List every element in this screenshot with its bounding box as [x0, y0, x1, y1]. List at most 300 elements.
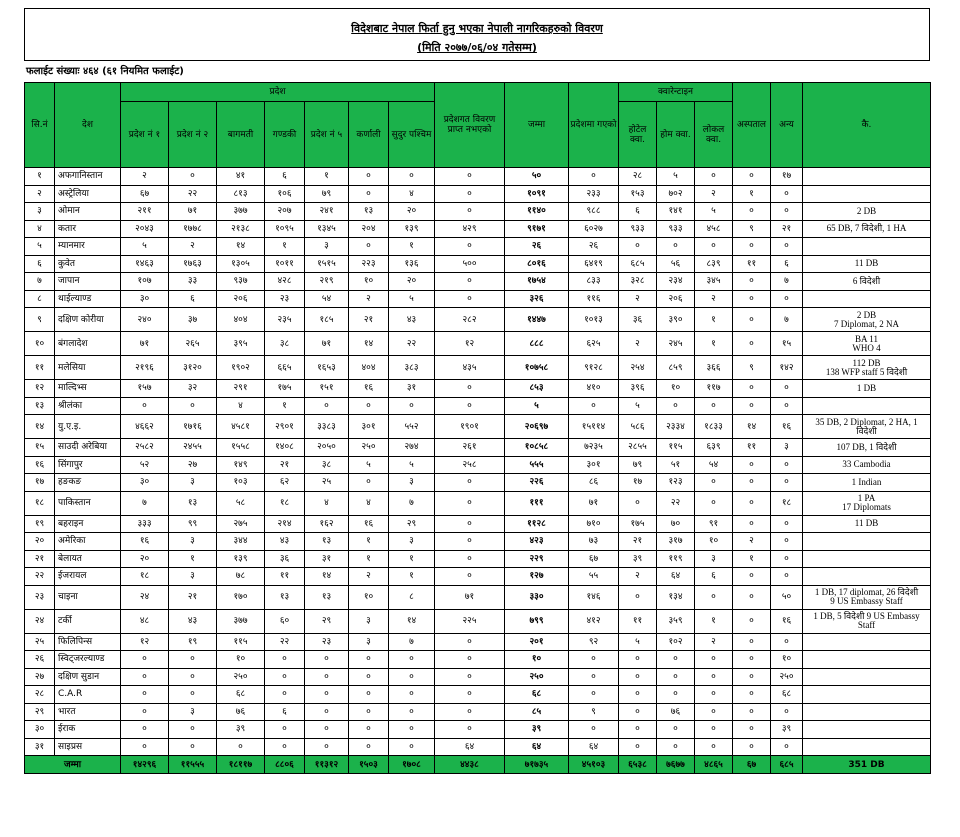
row-total: ५: [505, 397, 569, 415]
row-value: १: [733, 185, 771, 203]
row-value: ६४: [435, 738, 505, 756]
row-value: ०: [389, 703, 435, 721]
page-title: विदेशबाट नेपाल फिर्ता हुनु भएका नेपाली नागरिकहरुको विवरण: [351, 22, 603, 35]
row-remarks: [803, 397, 931, 415]
row-value: ०: [435, 238, 505, 256]
row-value: ४३: [169, 609, 217, 633]
row-value: २६५: [169, 332, 217, 356]
row-value: ०: [349, 397, 389, 415]
table-row: [25, 456, 931, 474]
totals-value: ४८६५: [695, 756, 733, 774]
row-value: २७४: [389, 439, 435, 457]
row-remarks: 107 DB, 1 विदेशी: [803, 439, 931, 457]
row-value: ११७: [695, 380, 733, 398]
header-gandaki: गण्डकी: [265, 102, 305, 168]
row-total: ५५५: [505, 456, 569, 474]
row-value: ०: [733, 168, 771, 186]
totals-value: १५०३: [349, 756, 389, 774]
row-remarks: [803, 290, 931, 308]
row-value: ९८८: [569, 203, 619, 221]
row-value: १२: [435, 332, 505, 356]
row-value: ६: [265, 703, 305, 721]
row-value: १६: [349, 380, 389, 398]
row-value: ९९: [169, 515, 217, 533]
row-value: ०: [695, 397, 733, 415]
row-value: ०: [169, 738, 217, 756]
row-value: ४३: [265, 533, 305, 551]
row-country: साउदी अरेबिया: [55, 439, 121, 457]
row-value: ०: [169, 668, 217, 686]
table-row: [25, 668, 931, 686]
table-row: [25, 550, 931, 568]
row-value: ०: [695, 721, 733, 739]
row-value: २: [619, 568, 657, 586]
row-value: ०: [657, 686, 695, 704]
row-value: २२: [265, 633, 305, 651]
row-value: ०: [733, 668, 771, 686]
row-value: ०: [349, 686, 389, 704]
row-value: ०: [349, 168, 389, 186]
row-value: ४: [305, 491, 349, 515]
row-value: ०: [657, 721, 695, 739]
row-value: १४: [217, 238, 265, 256]
row-value: १४: [349, 332, 389, 356]
row-total: २६: [505, 238, 569, 256]
row-value: ३३८३: [305, 415, 349, 439]
row-value: १४६: [569, 585, 619, 609]
row-value: २२: [657, 491, 695, 515]
row-value: ०: [733, 238, 771, 256]
row-value: ३८: [265, 332, 305, 356]
row-value: ०: [695, 738, 733, 756]
row-value: ४३: [389, 308, 435, 332]
header-sudur: सुदुर पश्चिम: [389, 102, 435, 168]
row-value: ९१: [695, 515, 733, 533]
row-value: ४१०: [569, 380, 619, 398]
row-remarks: 1 DB, 5 विदेशी 9 US Embassy Staff: [803, 609, 931, 633]
row-value: ११५: [657, 439, 695, 457]
row-value: ११५: [217, 633, 265, 651]
row-total: ४२३: [505, 533, 569, 551]
row-value: ८५९: [657, 356, 695, 380]
row-sn: २३: [25, 585, 55, 609]
row-value: ३: [169, 703, 217, 721]
row-value: ३४४: [217, 533, 265, 551]
row-value: ४: [349, 491, 389, 515]
totals-value: १४२९६: [121, 756, 169, 774]
row-value: ७८: [217, 568, 265, 586]
totals-value: ४५१०३: [569, 756, 619, 774]
row-value: ०: [349, 651, 389, 669]
row-value: २५०: [217, 668, 265, 686]
row-country: साइप्रस: [55, 738, 121, 756]
row-value: ३१२०: [169, 356, 217, 380]
row-value: ६: [619, 203, 657, 221]
row-value: ०: [435, 633, 505, 651]
row-value: ०: [771, 568, 803, 586]
header-total: जम्मा: [505, 83, 569, 168]
row-value: १०: [217, 651, 265, 669]
row-value: ०: [389, 686, 435, 704]
row-value: ०: [121, 703, 169, 721]
row-remarks: 2 DB: [803, 203, 931, 221]
row-value: ५८६: [619, 415, 657, 439]
row-value: ५६: [657, 255, 695, 273]
row-value: ०: [435, 290, 505, 308]
header-home: होम क्वा.: [657, 102, 695, 168]
row-country: टर्की: [55, 609, 121, 633]
row-value: ३८३: [389, 356, 435, 380]
row-value: २७: [169, 456, 217, 474]
row-country: बंगलादेश: [55, 332, 121, 356]
row-value: २५०: [771, 668, 803, 686]
row-value: २१: [619, 533, 657, 551]
row-sn: ३: [25, 203, 55, 221]
row-value: ०: [569, 651, 619, 669]
row-value: ०: [569, 668, 619, 686]
row-value: १५७: [121, 380, 169, 398]
table-row: [25, 290, 931, 308]
row-value: ०: [733, 633, 771, 651]
row-total: १२७: [505, 568, 569, 586]
row-value: ०: [305, 703, 349, 721]
row-remarks: [803, 633, 931, 651]
row-total: १०९१: [505, 185, 569, 203]
row-value: ०: [733, 651, 771, 669]
page-subtitle: (मिति २०७७/०६/०४ गतेसम्म): [417, 41, 537, 54]
table-row: [25, 185, 931, 203]
row-value: ०: [733, 491, 771, 515]
row-value: २२३: [349, 255, 389, 273]
row-value: १५१: [305, 380, 349, 398]
row-remarks: 35 DB, 2 Diplomat, 2 HA, 1 विदेशी: [803, 415, 931, 439]
row-value: १: [265, 238, 305, 256]
header-hotel: होटेल क्वा.: [619, 102, 657, 168]
row-value: ५५२: [389, 415, 435, 439]
table-row: [25, 238, 931, 256]
row-value: ०: [217, 738, 265, 756]
row-value: ०: [569, 168, 619, 186]
row-value: ३९: [771, 721, 803, 739]
row-value: ६७: [569, 550, 619, 568]
row-value: ०: [695, 703, 733, 721]
row-value: ५: [695, 203, 733, 221]
row-total: १७५४: [505, 273, 569, 291]
table-row: [25, 439, 931, 457]
row-value: ०: [305, 651, 349, 669]
row-value: ११: [733, 255, 771, 273]
row-remarks: 11 DB: [803, 515, 931, 533]
row-value: १४०८: [265, 439, 305, 457]
row-sn: २६: [25, 651, 55, 669]
row-remarks: [803, 533, 931, 551]
row-value: ०: [435, 168, 505, 186]
row-value: २१: [349, 308, 389, 332]
row-value: ७१: [169, 203, 217, 221]
row-value: ०: [305, 738, 349, 756]
row-value: १: [695, 609, 733, 633]
row-value: ४२९: [435, 220, 505, 238]
row-remarks: [803, 738, 931, 756]
row-value: ७: [121, 491, 169, 515]
row-total: ८५: [505, 703, 569, 721]
row-value: ७९: [305, 185, 349, 203]
flight-count: फलाईट संख्याः ४६४ (६१ नियमित फलाईट): [26, 66, 184, 77]
row-value: ०: [569, 686, 619, 704]
row-value: १७१६: [169, 415, 217, 439]
row-value: ०: [619, 703, 657, 721]
row-value: १३: [305, 585, 349, 609]
row-value: ०: [349, 721, 389, 739]
row-value: १९०२: [217, 356, 265, 380]
row-value: ०: [695, 686, 733, 704]
row-country: मलेसिया: [55, 356, 121, 380]
row-value: ३: [389, 533, 435, 551]
row-value: ३: [771, 439, 803, 457]
row-value: ३७७: [217, 203, 265, 221]
row-country: बहराइन: [55, 515, 121, 533]
row-value: ५: [121, 238, 169, 256]
row-sn: २४: [25, 609, 55, 633]
row-value: ०: [305, 721, 349, 739]
row-value: २: [121, 168, 169, 186]
row-value: १०९५: [265, 220, 305, 238]
row-country: अस्ट्रेलिया: [55, 185, 121, 203]
row-value: ०: [435, 651, 505, 669]
row-country: माल्दिभ्स: [55, 380, 121, 398]
row-sn: १९: [25, 515, 55, 533]
row-value: ०: [771, 397, 803, 415]
row-value: ३६६: [695, 356, 733, 380]
row-value: ०: [435, 550, 505, 568]
row-value: १०२: [657, 633, 695, 651]
row-value: १५५८: [217, 439, 265, 457]
row-value: ०: [569, 721, 619, 739]
row-value: ५०: [771, 585, 803, 609]
row-value: ०: [733, 585, 771, 609]
row-value: ०: [657, 651, 695, 669]
row-value: ०: [657, 397, 695, 415]
row-value: ३: [169, 474, 217, 492]
totals-value: १८११७: [217, 756, 265, 774]
row-value: २९: [389, 515, 435, 533]
row-value: ३२८: [619, 273, 657, 291]
row-total: ११४०: [505, 203, 569, 221]
row-value: ०: [121, 686, 169, 704]
row-value: १२३: [657, 474, 695, 492]
row-remarks: [803, 168, 931, 186]
row-value: ०: [265, 668, 305, 686]
row-value: २२: [389, 332, 435, 356]
row-total: २५०: [505, 668, 569, 686]
header-p5: प्रदेश नं ५: [305, 102, 349, 168]
row-value: १५१५: [305, 255, 349, 273]
row-value: ३५९: [657, 609, 695, 633]
row-total: ९१७१: [505, 220, 569, 238]
totals-value: 351 DB: [803, 756, 931, 774]
row-value: १५: [771, 332, 803, 356]
row-sn: ३०: [25, 721, 55, 739]
row-value: ०: [657, 238, 695, 256]
row-value: ७: [771, 273, 803, 291]
row-value: ९२: [569, 633, 619, 651]
row-value: ०: [435, 703, 505, 721]
row-value: ६८: [217, 686, 265, 704]
row-country: बेलायत: [55, 550, 121, 568]
row-value: २३३: [569, 185, 619, 203]
row-country: दक्षिण सुडान: [55, 668, 121, 686]
row-value: १२: [121, 633, 169, 651]
row-value: ०: [771, 703, 803, 721]
row-value: ३९: [619, 550, 657, 568]
row-value: ०: [435, 568, 505, 586]
row-value: ०: [733, 397, 771, 415]
row-value: ०: [771, 533, 803, 551]
row-sn: १: [25, 168, 55, 186]
row-value: ३९०: [657, 308, 695, 332]
row-value: ०: [695, 168, 733, 186]
row-value: ०: [169, 721, 217, 739]
row-sn: ३१: [25, 738, 55, 756]
row-sn: १४: [25, 415, 55, 439]
row-value: ३१७: [657, 533, 695, 551]
row-value: २: [619, 332, 657, 356]
row-value: ०: [435, 491, 505, 515]
row-value: ७: [389, 633, 435, 651]
row-value: ७३: [569, 533, 619, 551]
row-value: ०: [435, 380, 505, 398]
row-value: ०: [169, 686, 217, 704]
row-value: ०: [771, 550, 803, 568]
table-row: [25, 332, 931, 356]
table-row: [25, 308, 931, 332]
table-row: [25, 651, 931, 669]
row-value: १८: [771, 491, 803, 515]
row-country: कतार: [55, 220, 121, 238]
header-p2: प्रदेश नं २: [169, 102, 217, 168]
row-value: ७: [771, 308, 803, 332]
row-remarks: [803, 238, 931, 256]
row-remarks: [803, 651, 931, 669]
row-country: चाइना: [55, 585, 121, 609]
row-value: ५४: [695, 456, 733, 474]
row-value: ०: [619, 668, 657, 686]
row-value: ७६: [217, 703, 265, 721]
row-remarks: [803, 668, 931, 686]
row-value: ०: [169, 168, 217, 186]
row-value: १८३३: [695, 415, 733, 439]
row-value: २२५: [435, 609, 505, 633]
row-value: २१: [771, 220, 803, 238]
row-value: ०: [121, 721, 169, 739]
row-value: ५: [619, 633, 657, 651]
row-country: अमेरिका: [55, 533, 121, 551]
totals-label: जम्मा: [25, 756, 121, 774]
row-sn: ७: [25, 273, 55, 291]
row-value: २९१: [217, 380, 265, 398]
row-value: ०: [349, 703, 389, 721]
row-value: २: [695, 633, 733, 651]
row-sn: ११: [25, 356, 55, 380]
row-value: १: [169, 550, 217, 568]
row-value: ०: [349, 738, 389, 756]
row-value: ०: [695, 474, 733, 492]
row-value: ०: [435, 533, 505, 551]
table-row: [25, 255, 931, 273]
totals-value: १७०८: [389, 756, 435, 774]
row-value: ०: [169, 651, 217, 669]
row-value: १३: [349, 203, 389, 221]
row-total: १०७५८: [505, 356, 569, 380]
row-remarks: BA 11 WHO 4: [803, 332, 931, 356]
row-value: ०: [733, 380, 771, 398]
row-value: २३: [305, 633, 349, 651]
row-country: जापान: [55, 273, 121, 291]
row-value: ०: [435, 686, 505, 704]
row-value: ६८: [771, 686, 803, 704]
row-value: ९३७: [217, 273, 265, 291]
row-remarks: 1 DB: [803, 380, 931, 398]
table-row: [25, 515, 931, 533]
row-value: १४१: [657, 203, 695, 221]
row-value: ८: [389, 585, 435, 609]
row-value: ३०: [121, 474, 169, 492]
row-value: ५: [657, 168, 695, 186]
title-box: [24, 8, 930, 61]
row-country: ईराक: [55, 721, 121, 739]
row-sn: २५: [25, 633, 55, 651]
row-value: १०३: [217, 474, 265, 492]
table-row: [25, 474, 931, 492]
row-value: १३९: [389, 220, 435, 238]
row-value: ०: [435, 203, 505, 221]
row-value: २६: [569, 238, 619, 256]
row-value: १०: [771, 651, 803, 669]
row-sn: ९: [25, 308, 55, 332]
row-value: ५००: [435, 255, 505, 273]
row-remarks: [803, 703, 931, 721]
header-hospital: अस्पताल: [733, 83, 771, 168]
row-value: २१३८: [217, 220, 265, 238]
row-value: ४: [217, 397, 265, 415]
row-value: ३४५: [695, 273, 733, 291]
row-value: २४०: [121, 308, 169, 332]
row-value: ५: [389, 456, 435, 474]
row-sn: ५: [25, 238, 55, 256]
row-sn: १५: [25, 439, 55, 457]
row-value: १३: [169, 491, 217, 515]
row-value: ०: [733, 290, 771, 308]
row-remarks: [803, 185, 931, 203]
row-total: ३२६: [505, 290, 569, 308]
row-total: ११२८: [505, 515, 569, 533]
row-value: ०: [349, 668, 389, 686]
row-total: २०१: [505, 633, 569, 651]
row-value: ७१: [435, 585, 505, 609]
row-value: ११: [733, 439, 771, 457]
row-value: २०५०: [305, 439, 349, 457]
row-value: ९: [569, 703, 619, 721]
row-value: १४२: [771, 356, 803, 380]
row-sn: १६: [25, 456, 55, 474]
row-sn: २: [25, 185, 55, 203]
row-value: २३४: [657, 273, 695, 291]
row-value: १६: [121, 533, 169, 551]
row-value: ७०: [657, 515, 695, 533]
row-value: ०: [305, 668, 349, 686]
row-value: ३७७: [217, 609, 265, 633]
row-value: ०: [265, 721, 305, 739]
